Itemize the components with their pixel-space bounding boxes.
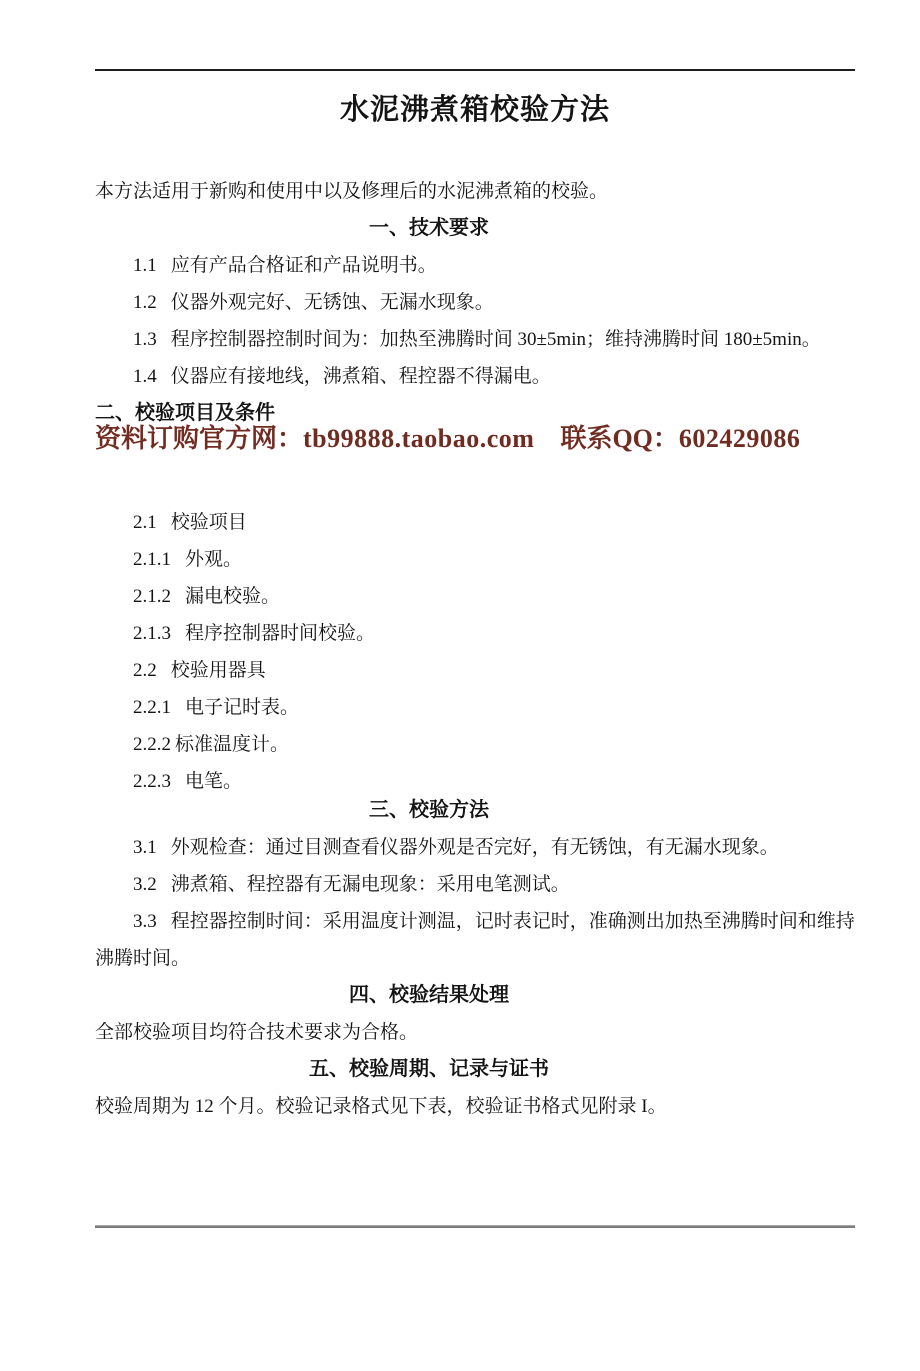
item-number: 2.2.2 [133,734,171,755]
ad-site-label: 资料订购官方网： [95,424,304,453]
item-text: 程序控制器控制时间为：加热至沸腾时间 30±5min；维持沸腾时间 180±5min。 [170,329,821,350]
item-text: 校验用器具 [170,660,266,681]
item-number: 2.1 [133,512,157,533]
section-heading-2: 二、校验项目及条件 [95,402,275,424]
item-3-1 [95,829,855,866]
item-number: 2.2.3 [133,771,171,792]
item-2-2 [95,652,855,689]
header-rule [95,69,855,71]
item-number: 1.4 [133,366,157,387]
item-text: 电笔。 [185,771,243,792]
document-content [95,88,855,1125]
item-1-4 [95,358,855,395]
item-text: 电子记时表。 [185,697,300,718]
intro-paragraph: 本方法适用于新购和使用中以及修理后的水泥沸煮箱的校验。 [95,181,609,202]
item-number: 2.1.1 [133,549,171,570]
page-title: 水泥沸煮箱校验方法 [339,94,610,126]
item-2-1-3 [95,615,855,652]
ad-banner [95,422,855,456]
item-text: 程控器控制时间：采用温度计测温，记时表记时，准确测出加热至沸腾时间和维持沸腾时间。 [95,911,855,969]
item-number: 3.2 [133,874,157,895]
item-number: 2.1.2 [133,586,171,607]
section-2-items [95,504,855,800]
item-text: 校验项目 [170,512,247,533]
item-1-1 [95,247,855,284]
item-text: 外观检查：通过目测查看仪器外观是否完好，有无锈蚀，有无漏水现象。 [170,837,779,858]
item-number: 1.2 [133,292,157,313]
item-text: 程序控制器时间校验。 [185,623,376,644]
item-text: 仪器应有接地线，沸煮箱、程控器不得漏电。 [170,366,551,387]
section-heading-1: 一、技术要求 [369,217,489,239]
section-heading-3: 三、校验方法 [369,799,489,821]
item-1-3 [95,321,855,358]
section-5-paragraph: 校验周期为 12 个月。校验记录格式见下表，校验证书格式见附录 I。 [95,1096,667,1117]
item-2-1 [95,504,855,541]
item-2-2-1 [95,689,855,726]
item-2-1-2 [95,578,855,615]
item-text: 仪器外观完好、无锈蚀、无漏水现象。 [170,292,494,313]
ad-contact [560,424,800,453]
item-number: 2.2 [133,660,157,681]
item-3-2 [95,866,855,903]
item-number: 2.1.3 [133,623,171,644]
item-text: 标准温度计。 [175,734,290,755]
item-number: 3.3 [133,911,157,932]
item-text: 外观。 [185,549,243,570]
item-text: 应有产品合格证和产品说明书。 [170,255,437,276]
footer-rule [95,1225,855,1228]
ad-contact-label: 联系QQ： [560,424,679,453]
section-heading-5: 五、校验周期、记录与证书 [309,1058,549,1080]
item-number: 1.1 [133,255,157,276]
item-2-1-1 [95,541,855,578]
document-page [0,69,920,1371]
item-2-2-2 [95,726,855,763]
item-number: 2.2.1 [133,697,171,718]
section-heading-4: 四、校验结果处理 [349,984,509,1006]
item-number: 3.1 [133,837,157,858]
item-1-2 [95,284,855,321]
section-4-paragraph: 全部校验项目均符合技术要求为合格。 [95,1022,419,1043]
item-text: 沸煮箱、程控器有无漏电现象：采用电笔测试。 [170,874,570,895]
item-3-3 [95,903,855,977]
item-text: 漏电校验。 [185,586,281,607]
ad-site-url: tb99888.taobao.com [303,424,535,453]
ad-contact-qq: 602429086 [678,424,801,453]
item-number: 1.3 [133,329,157,350]
